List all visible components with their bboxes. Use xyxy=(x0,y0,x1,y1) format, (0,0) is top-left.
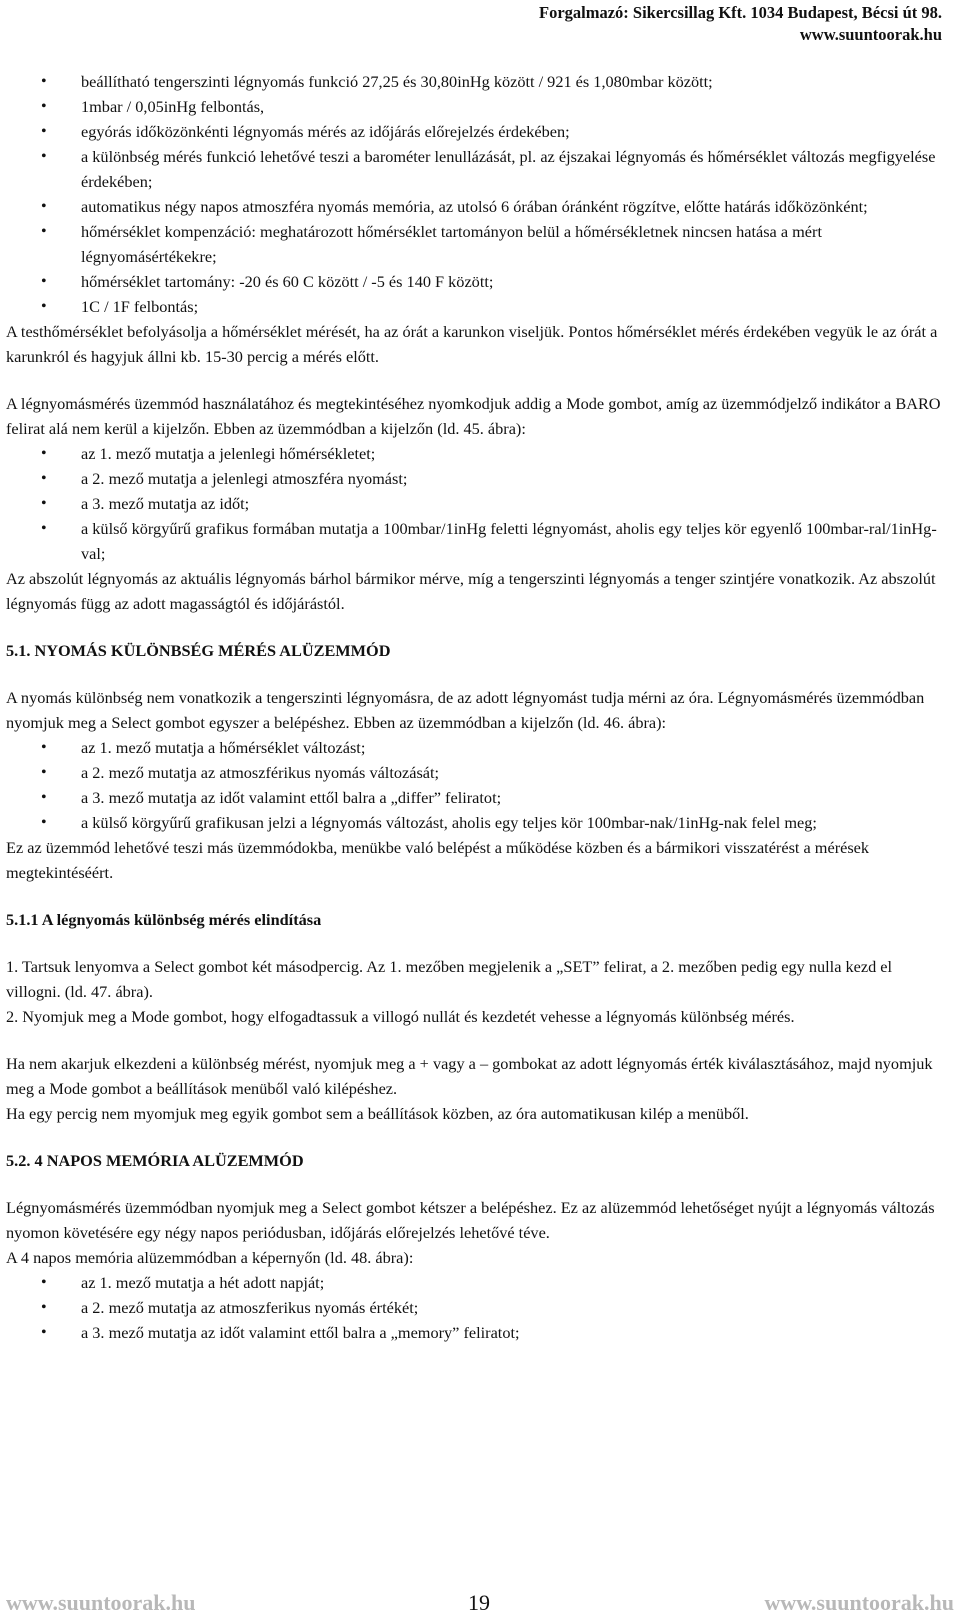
list-item: • hőmérséklet kompenzáció: meghatározott hőmérséklet tartományon belül a hőmérsékletnek nincsen hatása a mért légnyomásértékekre; xyxy=(6,219,948,269)
header-website: www.suuntoorak.hu xyxy=(799,25,942,44)
memory-mode-intro: Légnyomásmérés üzemmódban nyomjuk meg a Select gombot kétszer a belépéshez. Ez az alüzemmód lehetőséget nyújt a légnyomás változás nyomon követésére egy négy napos periódusban, időjárás előrejelzés lehetővé téve. xyxy=(6,1198,935,1242)
list-item: • egyórás időközönkénti légnyomás mérés az időjárás előrejelzés érdekében; xyxy=(6,119,948,144)
list-item: • az 1. mező mutatja a jelenlegi hőmérsékletet; xyxy=(6,441,948,466)
baro-mode-intro: A légnyomásmérés üzemmód használatához és megtekintéséhez nyomkodjuk addig a Mode gombot, amíg az üzemmódjelző indikátor a BARO felirat alá nem kerül a kijelzőn. Ebben az üzemmódban a kijelzőn (ld. 45. ábra): xyxy=(6,394,941,438)
list-item: • beállítható tengerszinti légnyomás funkció 27,25 és 30,80inHg között / 921 és 1,080mbar között; xyxy=(6,69,948,94)
timeout-paragraph: Ha egy percig nem myomjuk meg egyik gombot sem a beállítások közben, az óra automatikusan kilép a menüből. xyxy=(6,1104,749,1123)
list-item: • hőmérséklet tartomány: -20 és 60 C között / -5 és 140 F között; xyxy=(6,269,948,294)
page-number: 19 xyxy=(468,1590,490,1615)
page-footer xyxy=(0,1590,960,1620)
list-item: • a 2. mező mutatja az atmoszferikus nyomás értékét; xyxy=(6,1295,948,1320)
list-item: • az 1. mező mutatja a hét adott napját; xyxy=(6,1270,948,1295)
memory-mode-lead: A 4 napos memória alüzemmódban a képernyőn (ld. 48. ábra): xyxy=(6,1248,414,1267)
absolute-pressure-note: Az abszolút légnyomás az aktuális légnyomás bárhol bármikor mérve, míg a tengerszinti légnyomás a tenger szintjére vonatkozik. Az abszolút légnyomás függ az adott magasságtól és időjárástól. xyxy=(6,569,936,613)
list-item: • a 3. mező mutatja az időt; xyxy=(6,491,948,516)
list-item: • a különbség mérés funkció lehetővé teszi a barométer lenullázását, pl. az éjszakai légnyomás és hőmérséklet változás megfigyelése érdekében; xyxy=(6,144,948,194)
list-item: • 1mbar / 0,05inHg felbontás, xyxy=(6,94,948,119)
baro-display-list xyxy=(6,441,948,566)
section-heading-5-1: 5.1. NYOMÁS KÜLÖNBSÉG MÉRÉS ALÜZEMMÓD xyxy=(6,641,391,660)
diff-display-list xyxy=(6,735,948,835)
step-1: 1. Tartsuk lenyomva a Select gombot két másodpercig. Az 1. mezőben megjelenik a „SET” felirat, a 2. mezőben pedig egy nulla kezd el villogni. (ld. 47. ábra). xyxy=(6,957,893,1001)
footer-website-left: www.suuntoorak.hu xyxy=(6,1590,196,1615)
diff-mode-outro: Ez az üzemmód lehetővé teszi más üzemmódokba, menükbe való belépést a működése közben és a bármikori visszatérést a mérések megtekintéséért. xyxy=(6,838,870,882)
distributor-line: Forgalmazó: Sikercsillag Kft. 1034 Budapest, Bécsi út 98. xyxy=(538,3,942,22)
list-item: • a külső körgyűrű grafikusan jelzi a légnyomás változást, aholis egy teljes kör 100mbar-nak/1inHg-nak felel meg; xyxy=(6,810,948,835)
list-item: • a 3. mező mutatja az időt valamint ettől balra a „differ” feliratot; xyxy=(6,785,948,810)
diff-mode-intro: A nyomás különbség nem vonatkozik a tengerszinti légnyomásra, de az adott légnyomást tudja mérni az óra. Légnyomásmérés üzemmódban nyomjuk meg a Select gombot egyszer a belépéshez. Ebben az üzemmódban a kijelzőn (ld. 46. ábra): xyxy=(6,688,925,732)
body-temperature-note: A testhőmérséklet befolyásolja a hőmérséklet mérését, ha az órát a karunkon viseljük. Pontos hőmérséklet mérés érdekében vegyük le az órát a karunkról és hagyjuk állni kb. 15-30 percig a mérés előtt. xyxy=(6,322,938,366)
list-item: • automatikus négy napos atmoszféra nyomás memória, az utolsó 6 órában óránként rögzítve, előtte határás időközönként; xyxy=(6,194,948,219)
feature-list xyxy=(6,69,948,319)
list-item: • 1C / 1F felbontás; xyxy=(6,294,948,319)
list-item: • a 2. mező mutatja a jelenlegi atmoszféra nyomást; xyxy=(6,466,948,491)
section-heading-5-2: 5.2. 4 NAPOS MEMÓRIA ALÜZEMMÓD xyxy=(6,1151,304,1170)
step-2: 2. Nyomjuk meg a Mode gombot, hogy elfogadtassuk a villogó nullát és kezdetét vehesse a légnyomás különbség mérés. xyxy=(6,1007,795,1026)
page-header xyxy=(539,2,942,46)
list-item: • az 1. mező mutatja a hőmérséklet változást; xyxy=(6,735,948,760)
list-item: • a 2. mező mutatja az atmoszférikus nyomás változását; xyxy=(6,760,948,785)
section-heading-5-1-1: 5.1.1 A légnyomás különbség mérés elindítása xyxy=(6,910,322,929)
page-content xyxy=(6,69,948,1345)
cancel-diff-paragraph: Ha nem akarjuk elkezdeni a különbség mérést, nyomjuk meg a + vagy a – gombokat az adott légnyomás érték kiválasztásához, majd nyomjuk meg a Mode gombot a beállítások menüből való kilépéshez. xyxy=(6,1054,933,1098)
list-item: • a 3. mező mutatja az időt valamint ettől balra a „memory” feliratot; xyxy=(6,1320,948,1345)
footer-website-right: www.suuntoorak.hu xyxy=(764,1590,954,1615)
list-item: • a külső körgyűrű grafikus formában mutatja a 100mbar/1inHg feletti légnyomást, aholis egy teljes kör egyenlő 100mbar-ral/1inHg-val; xyxy=(6,516,948,566)
memory-display-list xyxy=(6,1270,948,1345)
